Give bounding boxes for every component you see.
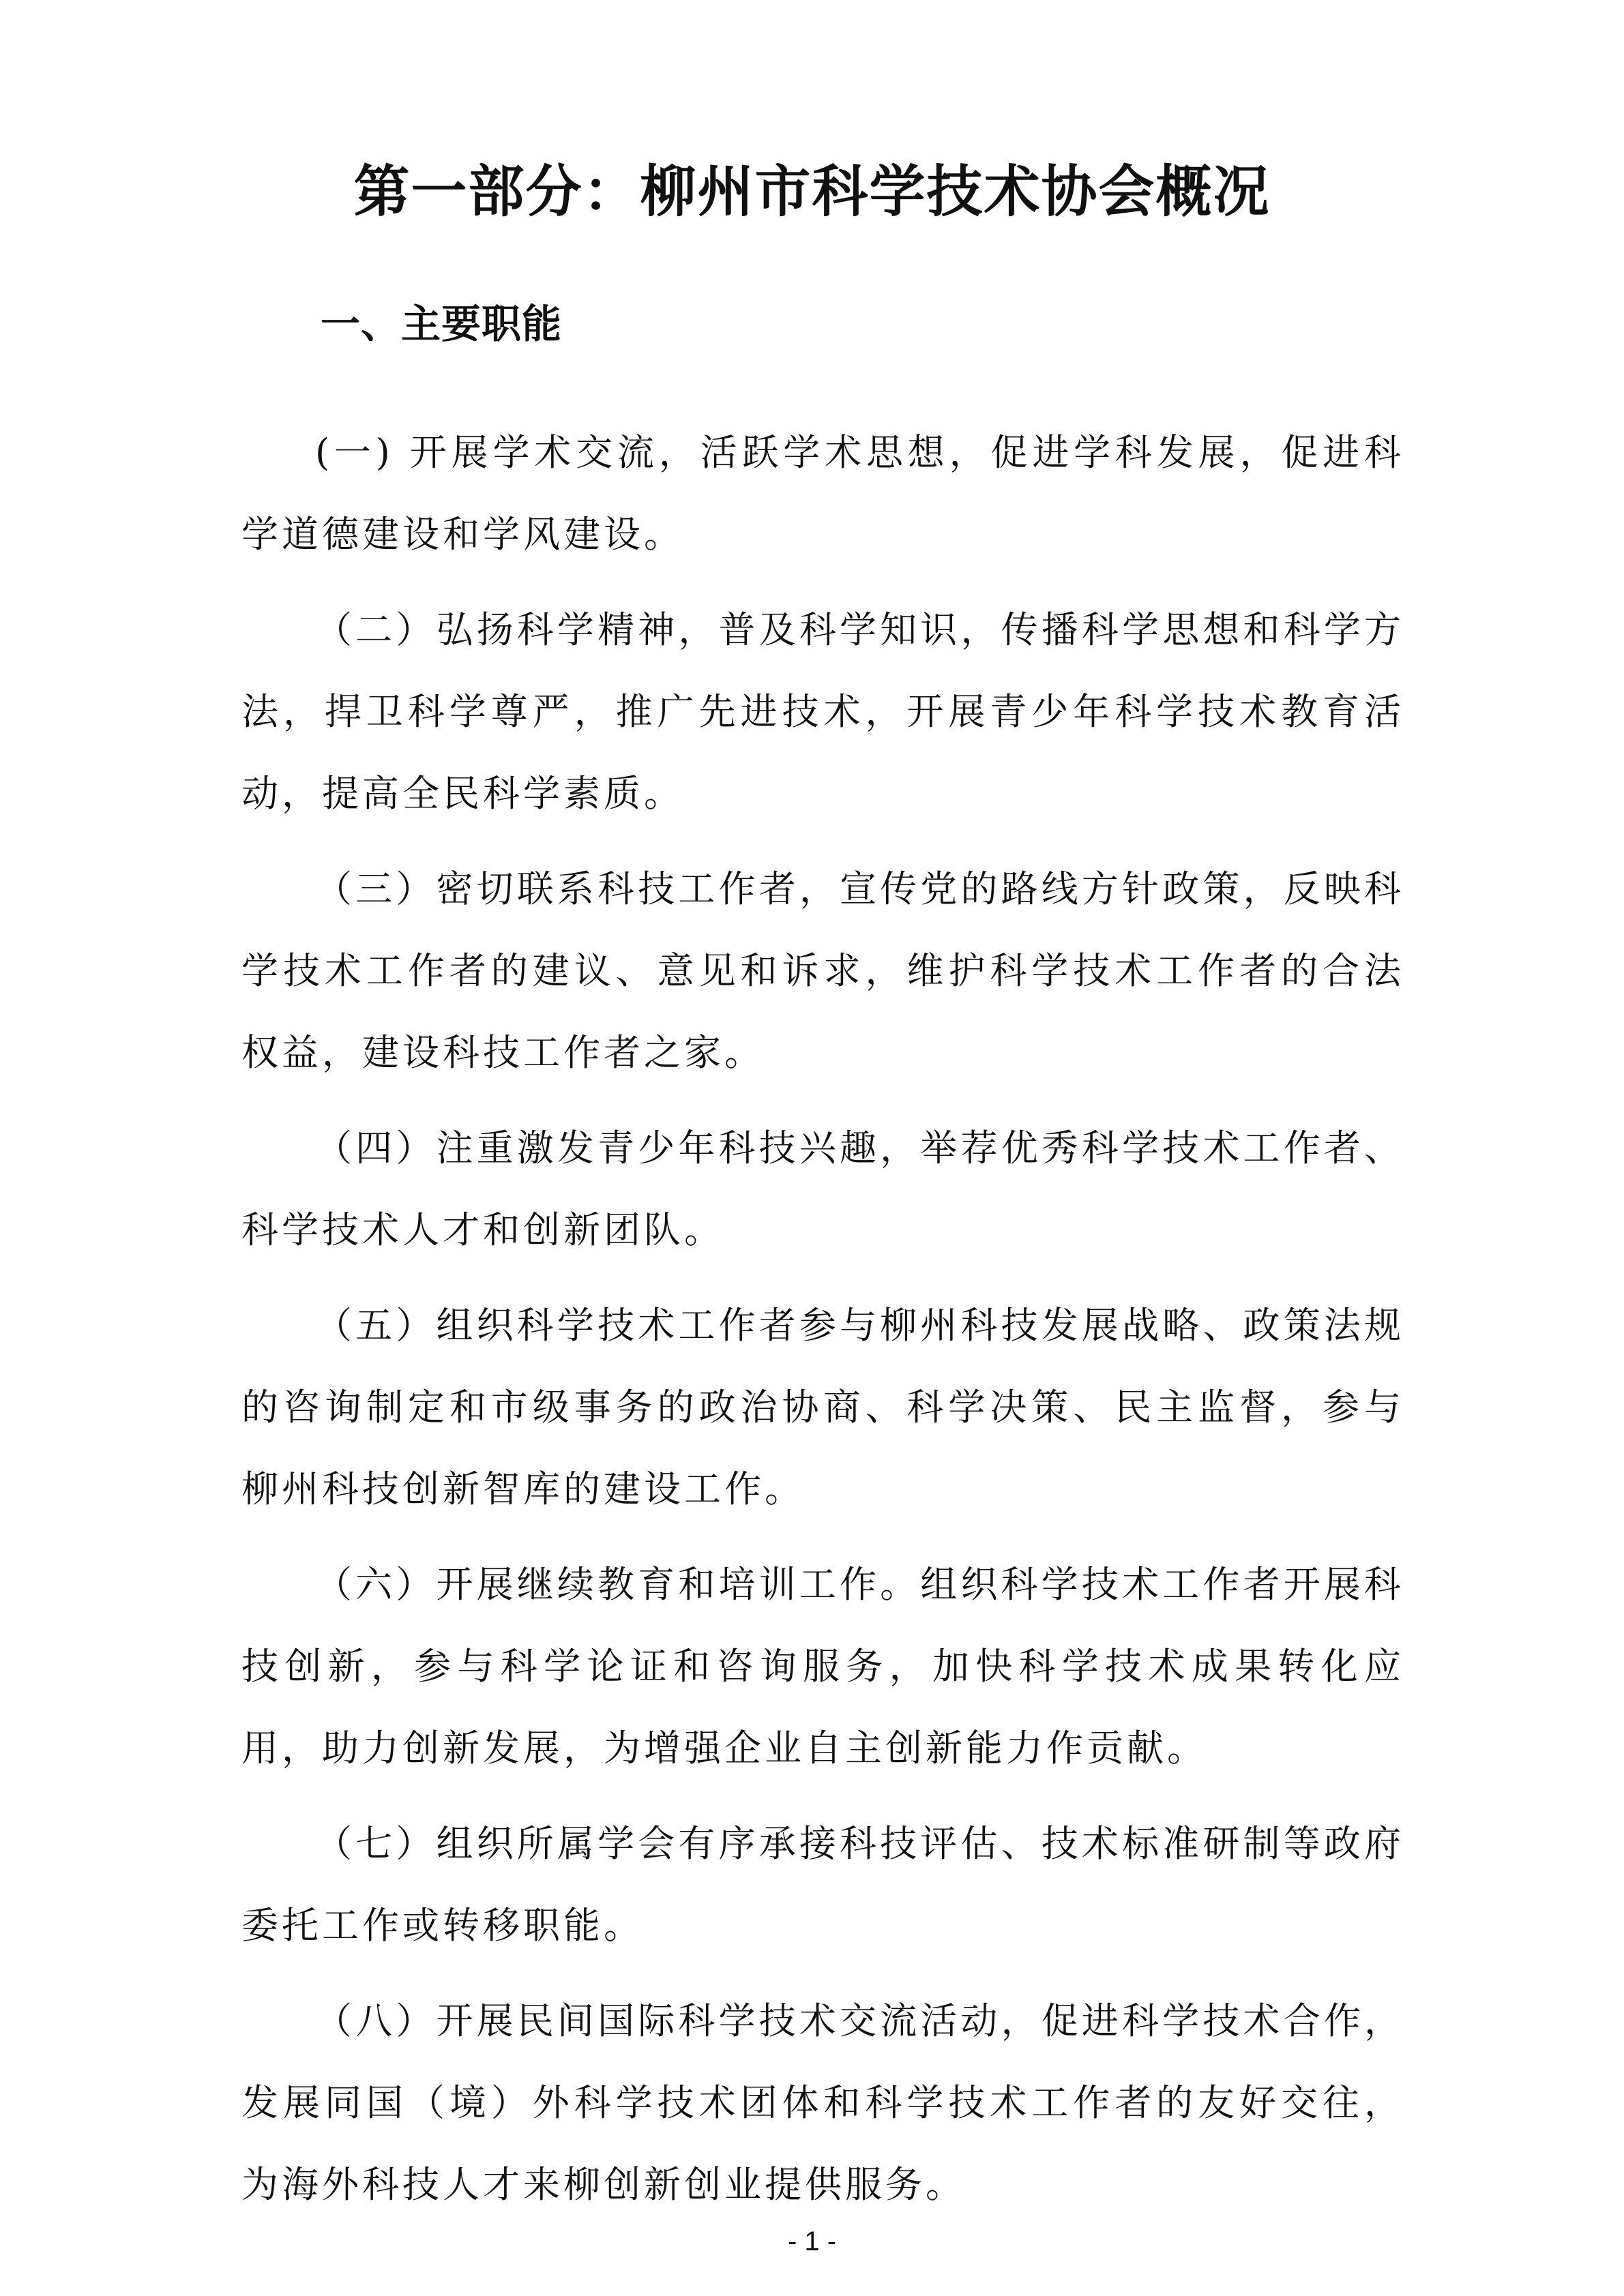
paragraph-1: (一) 开展学术交流，活跃学术思想，促进学科发展，促进科学道德建设和学风建设。 bbox=[241, 431, 1404, 556]
paragraph-8: （八）开展民间国际科学技术交流活动，促进科学技术合作，发展同国（境）外科学技术团体和科学技术工作者的友好交往，为海外科技人才来柳创新创业提供服务。 bbox=[241, 1999, 1404, 2206]
page-number: - 1 - bbox=[787, 2226, 837, 2256]
document-body bbox=[241, 412, 1404, 2239]
paragraph-5: （五）组织科学技术工作者参与柳州科技发展战略、政策法规的咨询制定和市级事务的政治协商、科学决策、民主监督，参与柳州科技创新智库的建设工作。 bbox=[241, 1304, 1404, 1510]
paragraph-6: （六）开展继续教育和培训工作。组织科学技术工作者开展科技创新，参与科学论证和咨询服务，加快科学技术成果转化应用，助力创新发展，为增强企业自主创新能力作贡献。 bbox=[241, 1563, 1404, 1770]
document-title: 第一部分：柳州市科学技术协会概况 bbox=[353, 160, 1271, 224]
paragraph-7: （七）组织所属学会有序承接科技评估、技术标准研制等政府委托工作或转移职能。 bbox=[241, 1822, 1404, 1947]
paragraph-3: （三）密切联系科技工作者，宣传党的路线方针政策，反映科学技术工作者的建议、意见和诉求，维护科学技术工作者的合法权益，建设科技工作者之家。 bbox=[241, 867, 1404, 1074]
paragraph-4: （四）注重激发青少年科技兴趣，举荐优秀科学技术工作者、科学技术人才和创新团队。 bbox=[241, 1127, 1404, 1251]
paragraph-2: （二）弘扬科学精神，普及科学知识，传播科学思想和科学方法，捍卫科学尊严，推广先进技术，开展青少年科学技术教育活动，提高全民科学素质。 bbox=[241, 608, 1404, 815]
section-heading: 一、主要职能 bbox=[321, 301, 563, 347]
